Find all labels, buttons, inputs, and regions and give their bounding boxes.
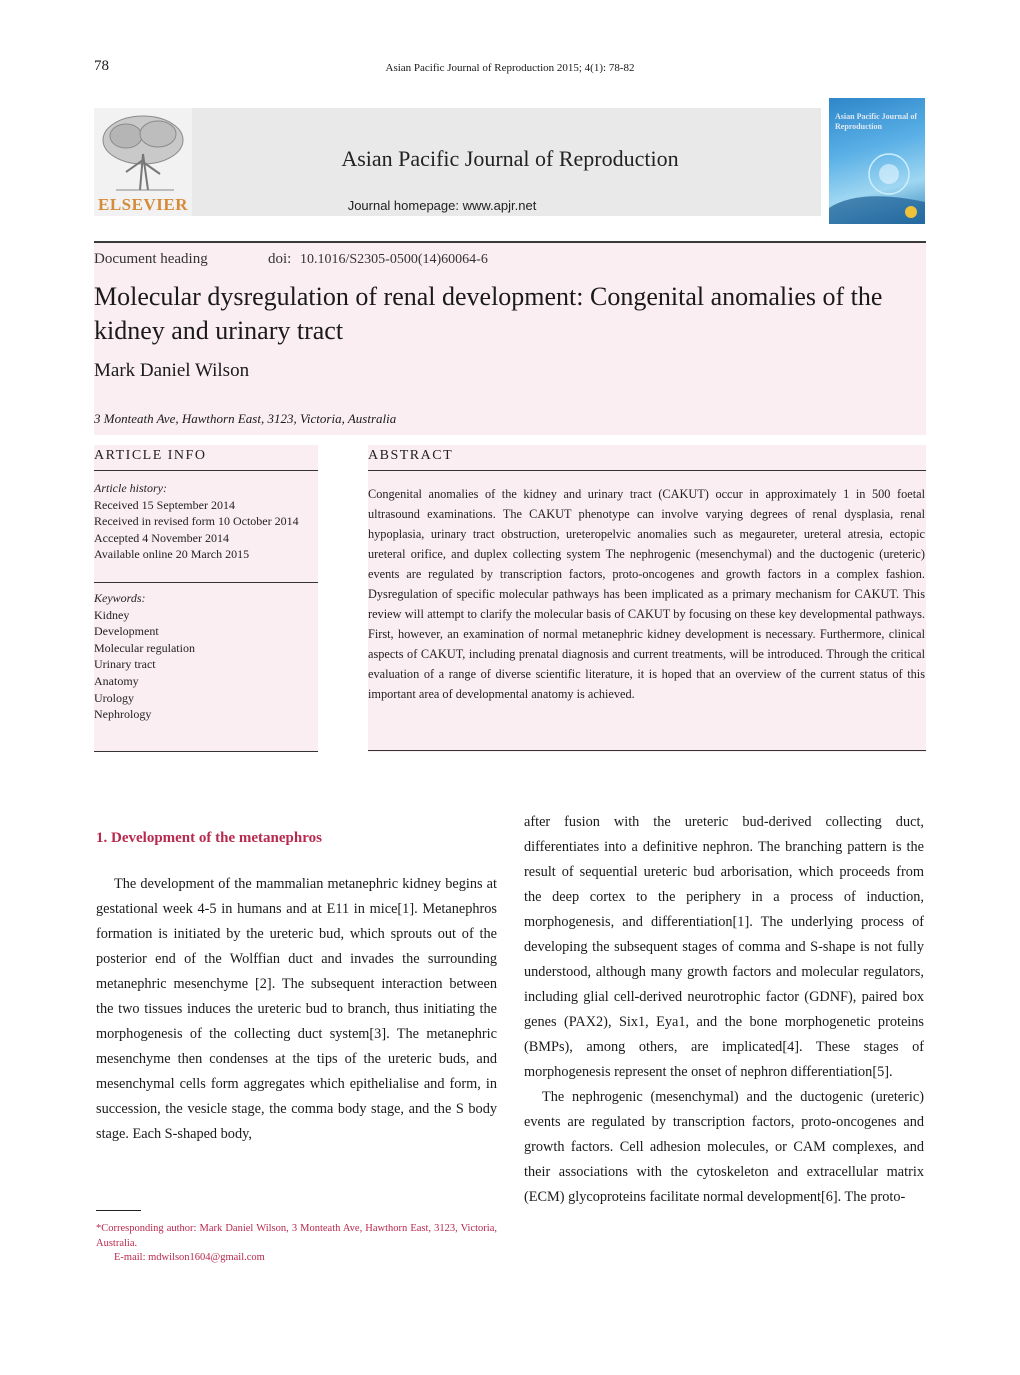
footnote: [96, 1222, 497, 1266]
abstract-label: ABSTRACT: [368, 448, 454, 463]
body-paragraph: The nephrogenic (mesenchymal) and the ductogenic (ureteric) events are regulated by transcription factors, proto-oncogenes and growth factors. Cell adhesion molecules, or CAM complexes, and their associations with the cytoskeleton and extracellular matrix (ECM) glycoproteins facilitate normal development[6]. The proto-: [524, 1089, 924, 1205]
divider: [94, 751, 318, 752]
keyword: Molecular regulation: [94, 640, 195, 655]
divider: [94, 470, 318, 471]
journal-homepage-link[interactable]: Journal homepage: www.apjr.net: [347, 198, 537, 213]
body-column-left: [96, 872, 497, 1147]
keywords-list: [94, 590, 318, 723]
divider: [368, 750, 926, 751]
keyword: Anatomy: [94, 673, 139, 688]
running-head: Asian Pacific Journal of Reproduction 2015; 4(1): 78-82: [385, 62, 635, 74]
author-affiliation: 3 Monteath Ave, Hawthorn East, 3123, Victoria, Australia: [94, 411, 397, 426]
body-paragraph: after fusion with the ureteric bud-derived collecting duct, differentiates into a definitive nephron. The branching pattern is the result of sequential ureteric bud arborisation, which proceeds from the deep cortex to the periphery in a process of induction, morphogenesis, and differentiation[1]. The underlying process of developing the subsequent stages of comma and S-shape is not fully understood, although many growth factors and molecular regulators, including glial cell-derived neurotrophic factor (GDNF), paired box genes (PAX2), Six1, Eya1, and the bone morphogenetic proteins (BMPs), among others, are implicated[4]. These stages of morphogenesis represent the onset of nephron differentiation[5].: [524, 814, 924, 1080]
page-number: 78: [94, 58, 109, 74]
cover-title: Asian Pacific Journal of Reproduction: [835, 112, 917, 131]
journal-cover-image: [829, 98, 925, 224]
history-item: Received in revised form 10 October 2014: [94, 514, 299, 529]
footnote-rule: [96, 1210, 141, 1211]
body-paragraph: The development of the mammalian metanephric kidney begins at gestational week 4-5 in humans and at E11 in mice[1]. Metanephros formation is initiated by the ureteric bud, which sprouts out of the posterior end of the Wolffian duct and invades the surrounding metanephric mesenchyme [2]. The subsequent interaction between the two tissues induces the ureteric bud to branch, thus initiating the morphogenesis of the collecting duct system[3]. The metanephric mesenchyme then condenses at the tips of the ureteric buds, and mesenchymal cells form aggregates which epithelialise and form, in succession, the vesicle stage, the comma body stage, and the S body stage. Each S-shaped body,: [96, 876, 497, 1142]
doi-label: doi:: [268, 251, 292, 267]
keyword: Development: [94, 624, 159, 639]
keyword: Nephrology: [94, 707, 152, 722]
keyword: Urology: [94, 690, 134, 705]
history-item: Accepted 4 November 2014: [94, 530, 229, 545]
section-heading: 1. Development of the metanephros: [96, 830, 322, 846]
elsevier-logo: [94, 108, 192, 216]
keyword: Urinary tract: [94, 657, 156, 672]
cover-art-icon: [829, 98, 925, 224]
tree-icon: [96, 110, 190, 194]
article-info-label: ARTICLE INFO: [94, 448, 207, 463]
body-column-right: [524, 810, 924, 1210]
divider: [94, 582, 318, 583]
author-name: Mark Daniel Wilson: [94, 360, 250, 381]
divider: [368, 470, 926, 471]
history-item: Available online 20 March 2015: [94, 547, 250, 562]
journal-name: Asian Pacific Journal of Reproduction: [341, 146, 679, 171]
doi-value[interactable]: 10.1016/S2305-0500(14)60064-6: [300, 252, 488, 267]
history-item: Received 15 September 2014: [94, 497, 235, 512]
author-email-link[interactable]: E-mail: mdwilson1604@gmail.com: [114, 1252, 265, 1263]
keyword: Kidney: [94, 607, 130, 622]
abstract-text: Congenital anomalies of the kidney and urinary tract (CAKUT) occur in approximately 1 in 500 foetal ultrasound examinations. The CAKUT phenotype can involve varying degrees of renal dysplasia, renal hypoplasia, urinary tract obstruction, ureteropelvic anomalies such as megaureter, ureteral atresia, ectopic ureteral orifice, and duplex collecting system The nephrogenic (mesenchymal) and the ductogenic (ureteric) events are regulated by transcription factors, proto-oncogenes and growth factors in a complex fashion. Dysregulation of specific molecular pathways has been implicated as a primary mechanism for CAKUT. This review will attempt to clarify the molecular basis of CAKUT by focusing on these key developmental pathways. First, however, an examination of normal metanephric kidney development is necessary. Furthermore, clinical aspects of CAKUT, including prenatal diagnosis and current treatments, will be introduced. Through the critical evaluation of a range of diverse scientific literature, it is hoped that an overview of the current status of this important area of developmental anatomy is achieved.: [368, 487, 925, 701]
article-history: [94, 480, 318, 563]
article-title: Molecular dysregulation of renal development: Congenital anomalies of the kidney and urinary tract: [94, 282, 883, 345]
document-heading: Document heading: [94, 251, 208, 267]
corresponding-author-note: *Corresponding author: Mark Daniel Wilson, 3 Monteath Ave, Hawthorn East, 3123, Victoria, Australia.: [96, 1223, 497, 1249]
publisher-name: ELSEVIER: [98, 195, 188, 214]
history-title: Article history:: [94, 481, 167, 495]
keywords-title: Keywords:: [94, 591, 146, 605]
